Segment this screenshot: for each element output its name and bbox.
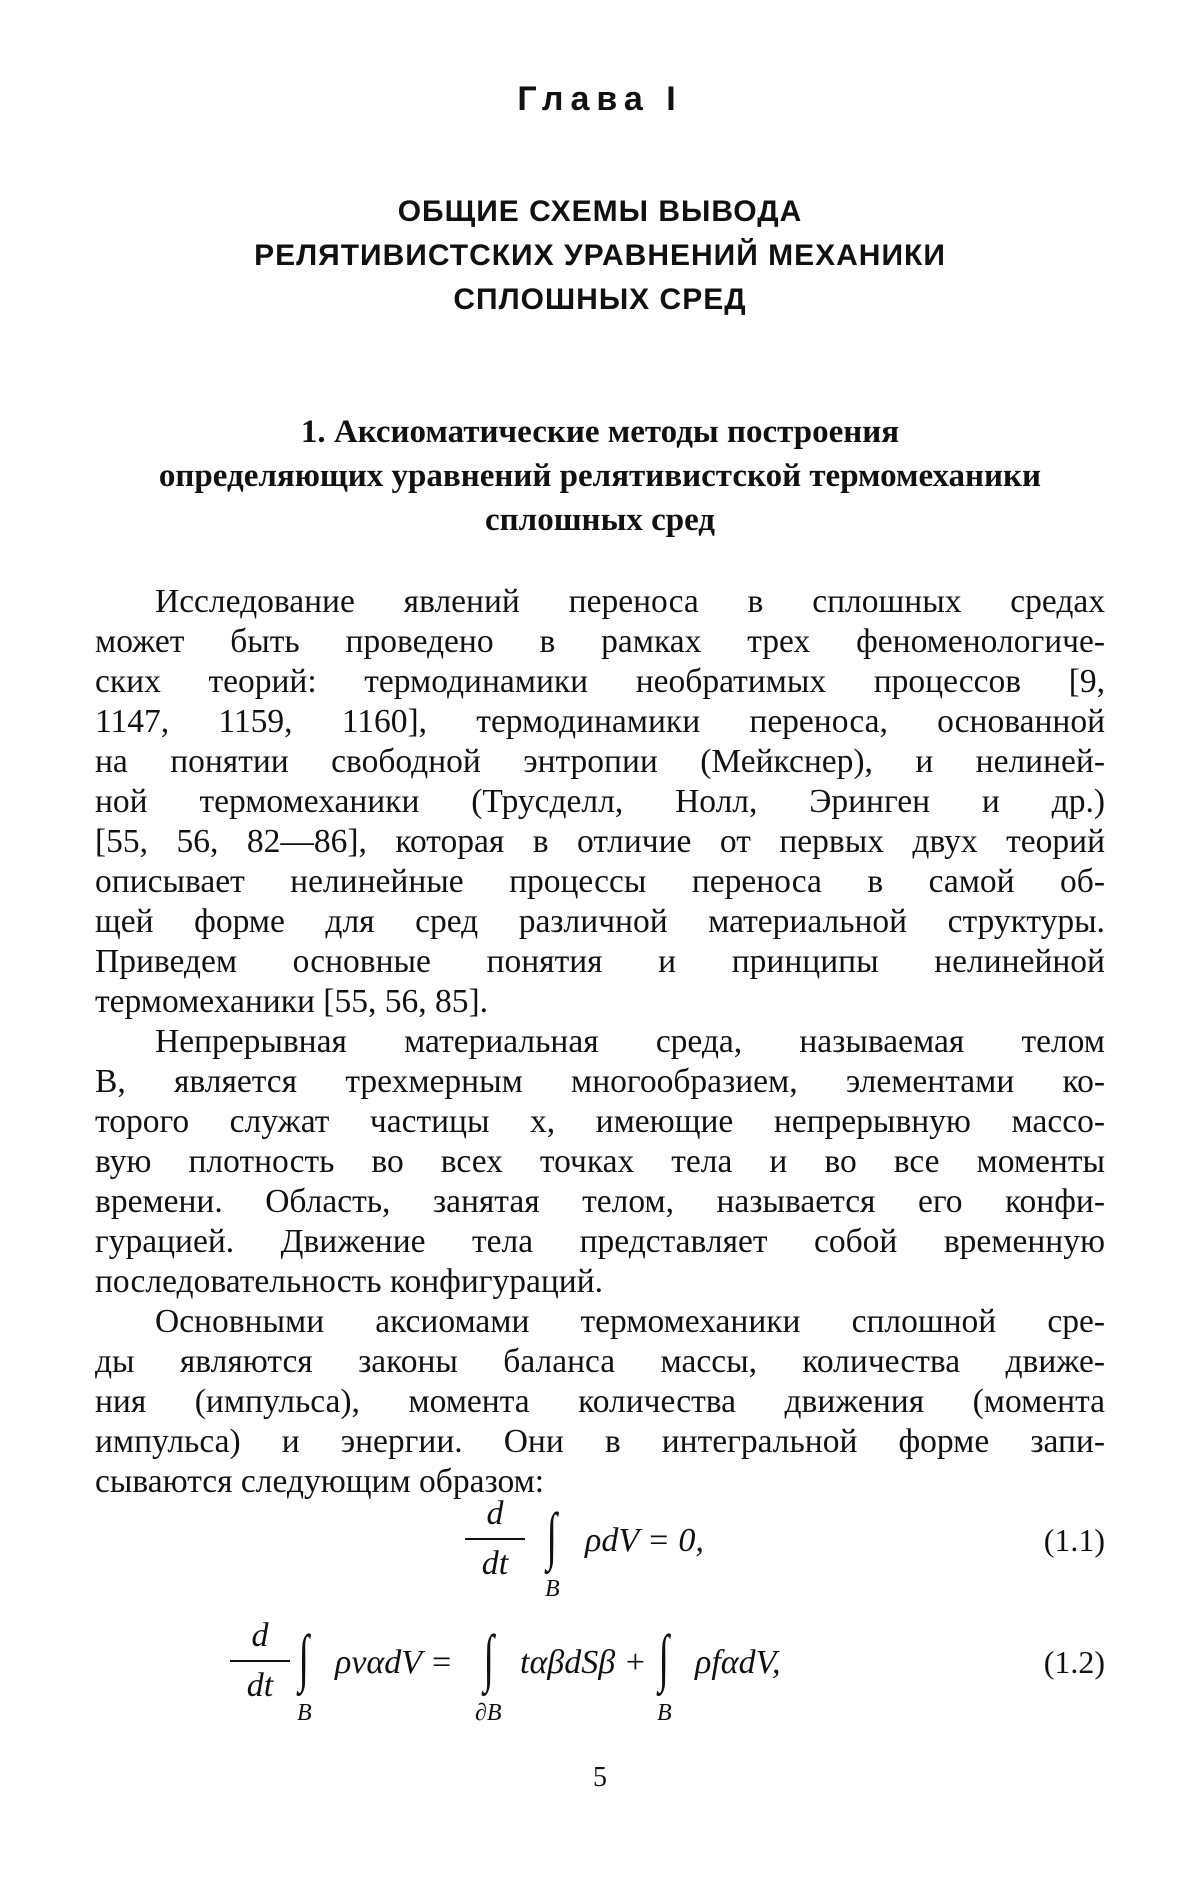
text-line: вую плотность во всех точках тела и во все моменты <box>95 1143 1105 1180</box>
integral-domain: B <box>657 1700 672 1726</box>
body-text <box>95 582 1105 1502</box>
text-line: щей форме для сред различной материальной структуры. <box>95 903 1105 940</box>
text-line: сываются следующим образом: <box>95 1463 545 1500</box>
text-line: Непрерывная материальная среда, называемая телом <box>155 1023 1105 1060</box>
chapter-title-line: РЕЛЯТИВИСТСКИХ УРАВНЕНИЙ МЕХАНИКИ <box>254 239 946 272</box>
text-line: последовательность конфигураций. <box>95 1263 604 1300</box>
text-line: [55, 56, 82—86], которая в отличие от первых двух теорий <box>95 823 1105 860</box>
text-line: термомеханики [55, 56, 85]. <box>95 983 488 1020</box>
equation-expression: ρfαdV, <box>695 1644 781 1681</box>
integral-domain: B <box>545 1576 560 1602</box>
equation-expression: ρvαdV = <box>335 1644 453 1681</box>
text-line: Исследование явлений переноса в сплошных средах <box>155 583 1105 620</box>
text-line: может быть проведено в рамках трех феноменологиче- <box>95 623 1105 660</box>
text-line: B, является трехмерным многообразием, элементами ко- <box>95 1063 1105 1100</box>
text-line: Приведем основные понятия и принципы нелинейной <box>95 943 1105 980</box>
text-line: 1147, 1159, 1160], термодинамики переноса, основанной <box>95 703 1105 740</box>
equation-number: (1.2) <box>1043 1644 1105 1680</box>
text-line: Основными аксиомами термомеханики сплошной сре- <box>155 1303 1105 1340</box>
text-line: торого служат частицы x, имеющие непрерывную массо- <box>95 1103 1105 1140</box>
text-line: ды являются законы баланса массы, количества движе- <box>95 1343 1105 1380</box>
text-line: описывает нелинейные процессы переноса в самой об- <box>95 863 1105 900</box>
integral-domain: ∂B <box>475 1700 502 1726</box>
text-line: ских теорий: термодинамики необратимых процессов [9, <box>95 663 1105 700</box>
equation-expression: ρdV = 0, <box>585 1522 704 1559</box>
fraction-denominator: dt <box>481 1545 509 1582</box>
derivative-fraction <box>465 1490 525 1588</box>
chapter-title-line: ОБЩИЕ СХЕМЫ ВЫВОДА <box>397 195 803 228</box>
text-line: на понятии свободной энтропии (Мейкснер), и нелиней- <box>95 743 1105 780</box>
equation-1-2 <box>95 1612 1105 1732</box>
text-line: ной термомеханики (Трусделл, Нолл, Эринген и др.) <box>95 783 1105 820</box>
equation-expression: tαβdSβ + <box>520 1644 647 1681</box>
chapter-title-line: СПЛОШНЫХ СРЕД <box>453 283 747 316</box>
chapter-heading: Глава I <box>517 80 683 118</box>
integral-sign: ∫ <box>298 1622 310 1693</box>
derivative-fraction <box>230 1612 290 1710</box>
integral-domain: B <box>297 1700 312 1726</box>
section-title-line: определяющих уравнений релятивистской термомеханики <box>158 458 1042 494</box>
text-line: гурацией. Движение тела представляет собой временную <box>95 1223 1105 1260</box>
equation-number: (1.1) <box>1043 1522 1105 1558</box>
fraction-numerator: d <box>465 1490 525 1540</box>
fraction-numerator: d <box>230 1612 290 1662</box>
fraction-denominator: dt <box>246 1667 274 1704</box>
integral-sign: ∫ <box>483 1622 495 1693</box>
integral-sign: ∫ <box>546 1500 558 1571</box>
integral-sign: ∫ <box>658 1622 670 1693</box>
section-title <box>0 410 1200 542</box>
equation-1-1 <box>95 1490 1105 1600</box>
section-title-line: сплошных сред <box>485 502 715 538</box>
text-line: ния (импульса), момента количества движения (момента <box>95 1383 1105 1420</box>
text-line: времени. Область, занятая телом, называется его конфи- <box>95 1183 1105 1220</box>
page-number: 5 <box>593 1762 607 1793</box>
chapter-title <box>0 190 1200 322</box>
section-title-line: 1. Аксиоматические методы построения <box>300 414 900 450</box>
text-line: импульса) и энергии. Они в интегральной форме запи- <box>95 1423 1105 1460</box>
